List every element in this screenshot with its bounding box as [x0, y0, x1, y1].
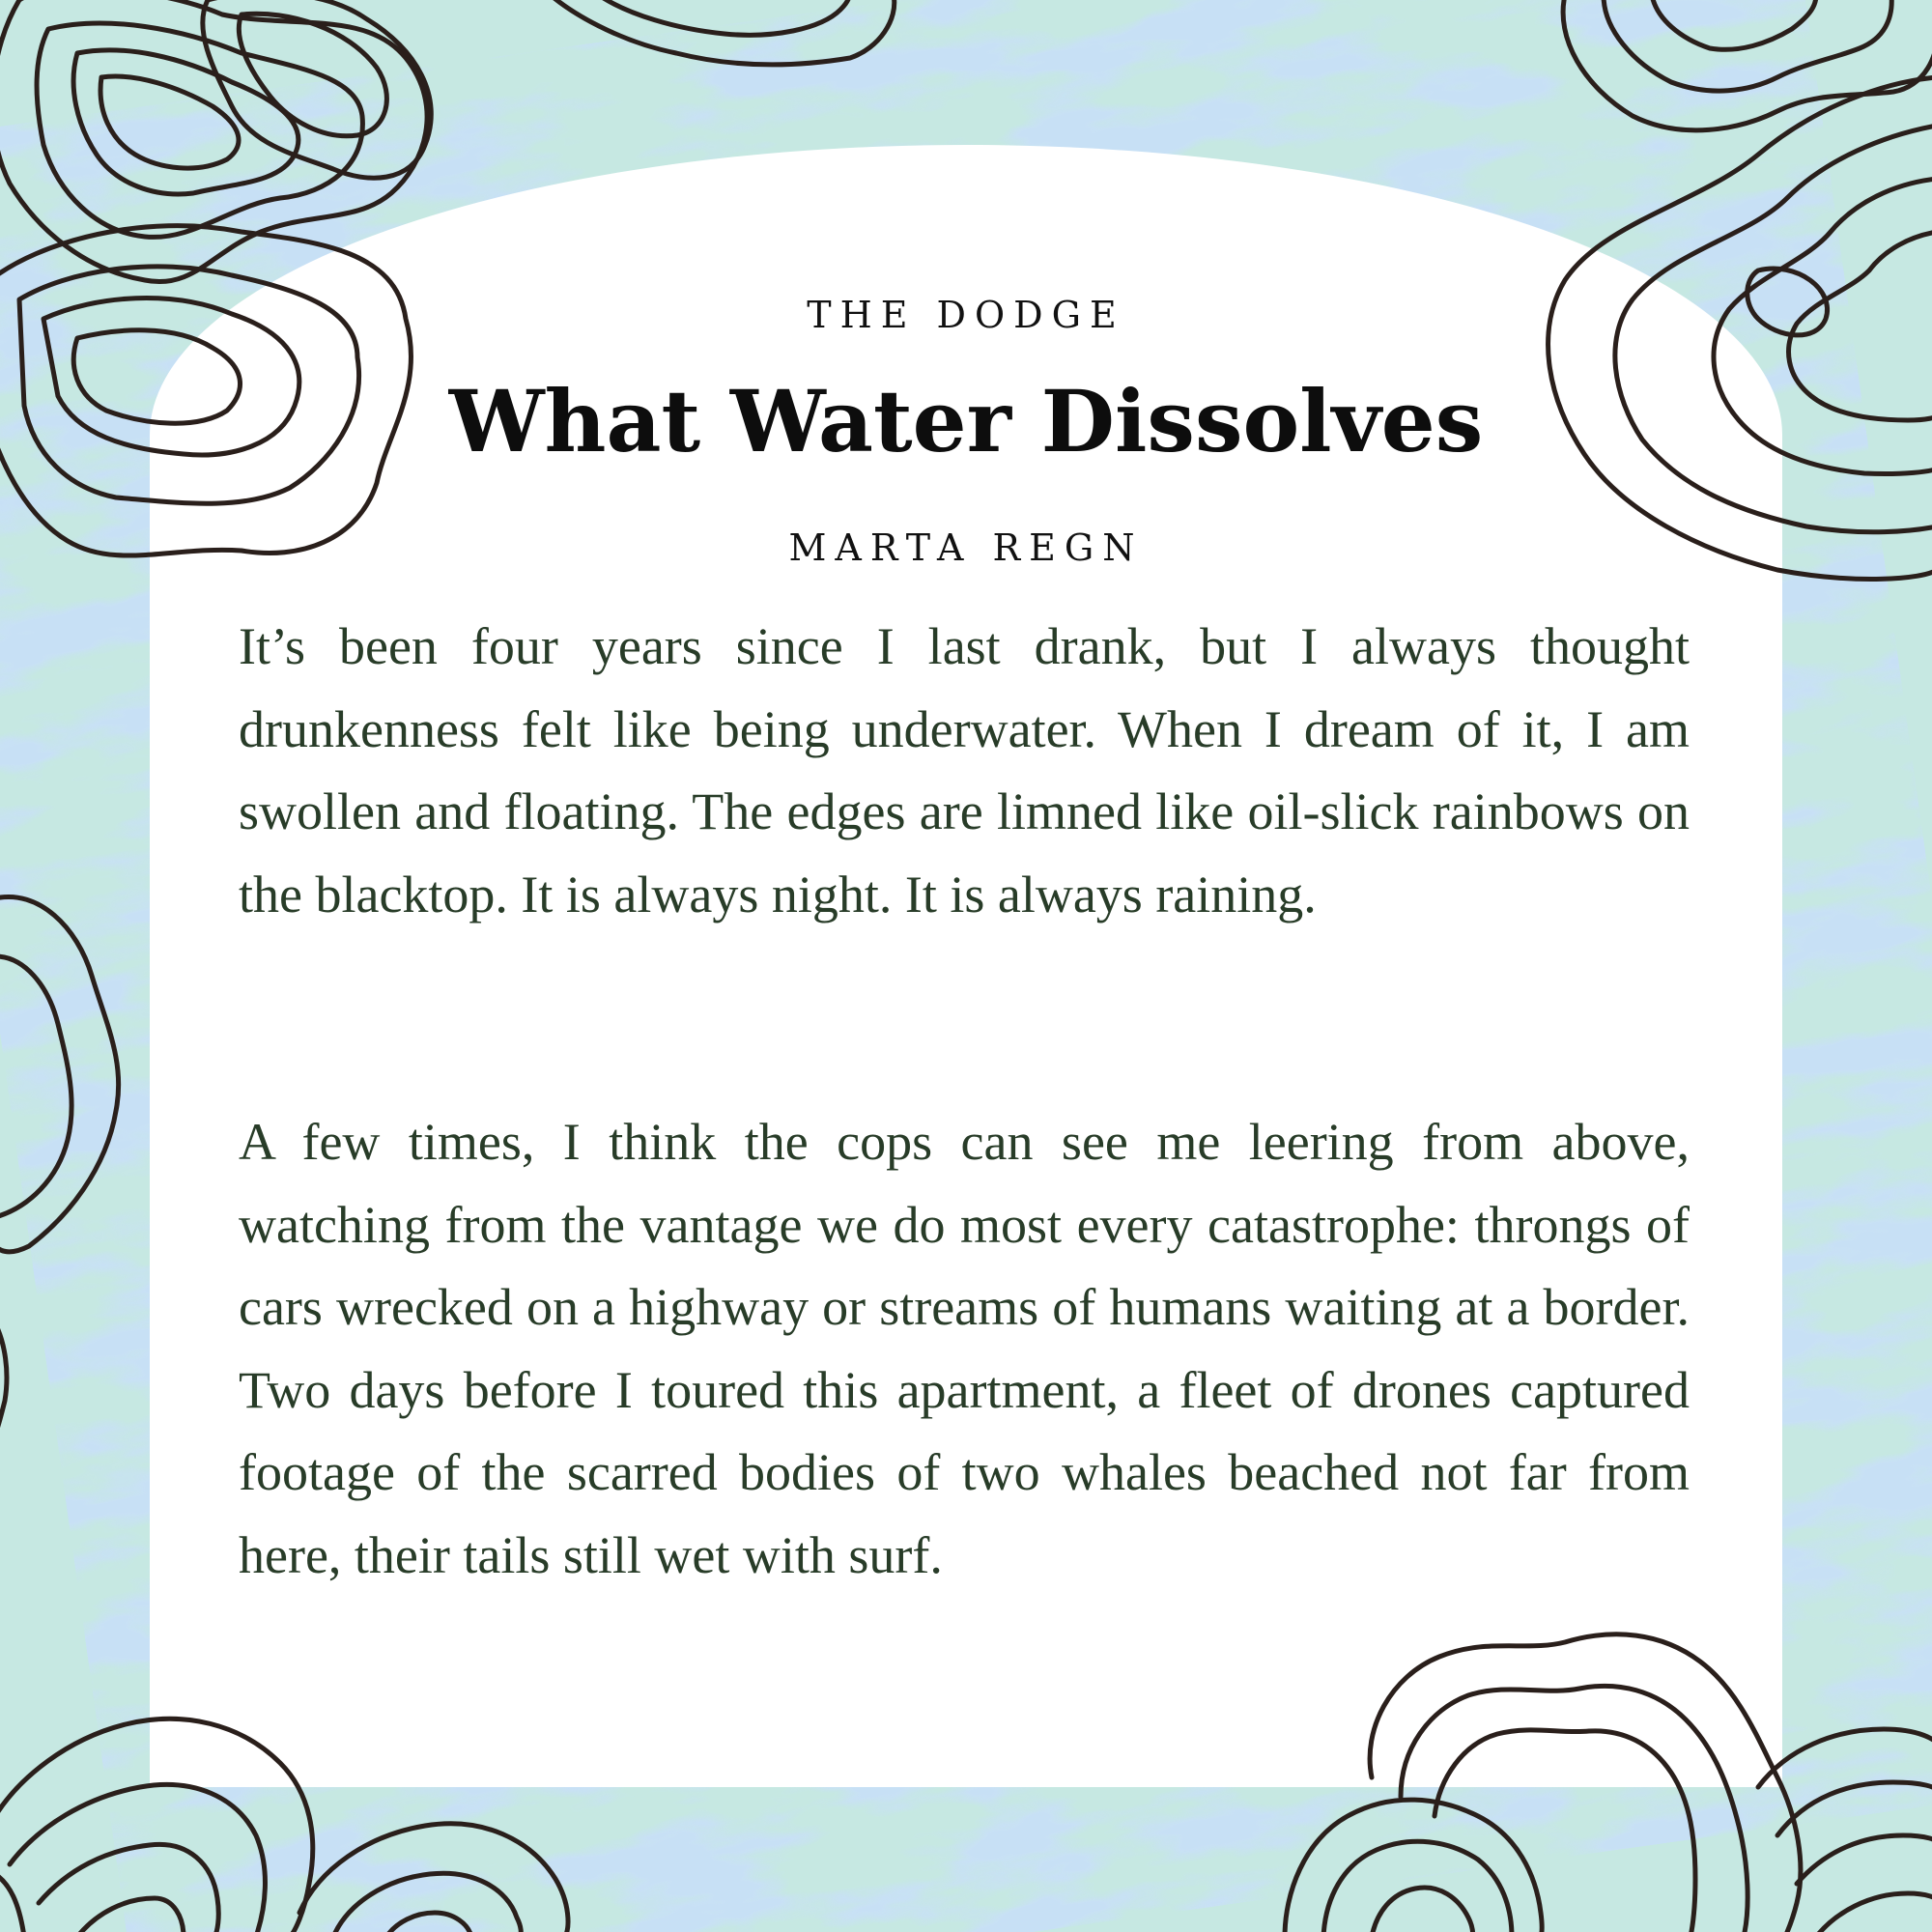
- body-paragraph: It’s been four years since I last drank, but I always thought drunkenness felt like being underwater. When I dream of it, I am swollen and floating. The edges are limned like oil-slick rainbows on the blacktop. It is always night. It is always raining.: [239, 617, 1690, 923]
- body-paragraph: A few times, I think the cops can see me leering from above, watching from the vantage we do most every catastrophe: throngs of cars wrecked on a highway or streams of humans waiting at a border. Two days before I toured this apartment, a fleet of drones captured footage of the scarred bodies of two whales beached not far from here, their tails still wet with surf.: [239, 1113, 1690, 1584]
- story-title: What Water Dissolves: [448, 371, 1484, 471]
- journal-name: THE DODGE: [807, 294, 1125, 336]
- author-name: MARTA REGN: [788, 526, 1144, 569]
